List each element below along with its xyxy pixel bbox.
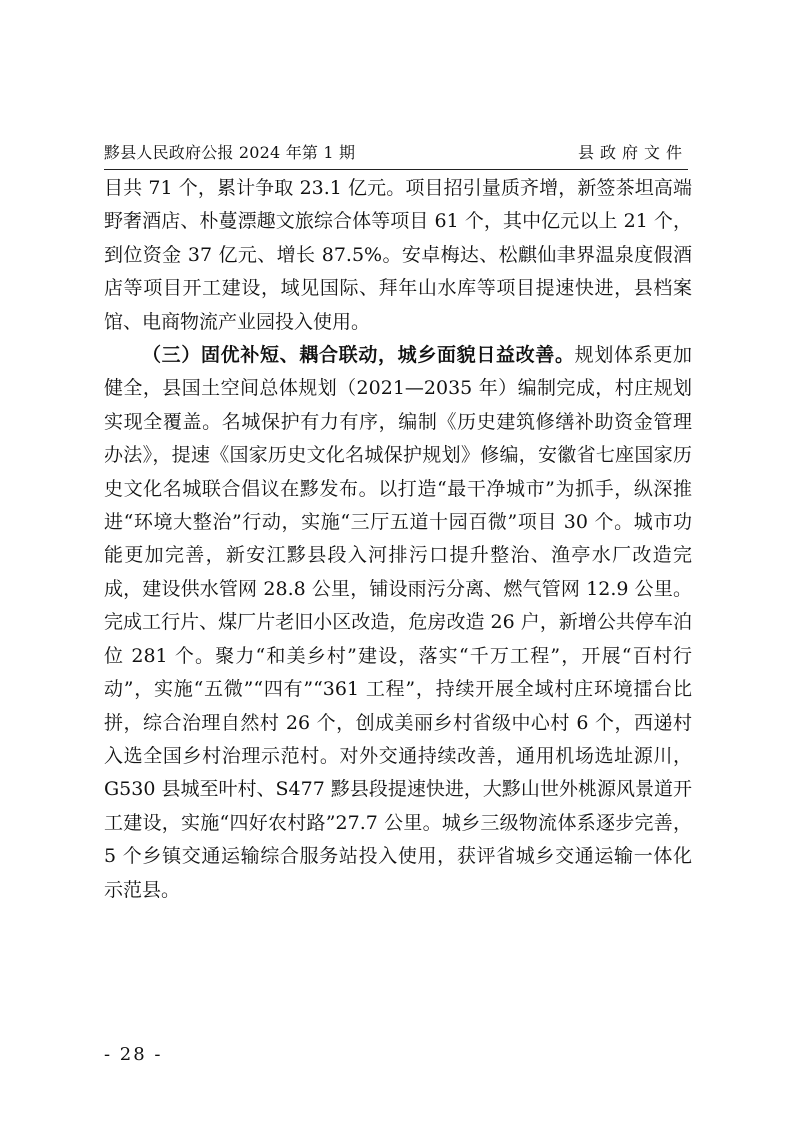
- section-heading: （三）固优补短、耦合联动，城乡面貌日益改善。: [142, 344, 575, 367]
- header-divider: [104, 169, 688, 170]
- section-paragraph: [104, 339, 692, 907]
- page-number: - 28 -: [104, 1044, 163, 1065]
- bulletin-issue-title: 黟县人民政府公报 2024 年第 1 期: [104, 143, 356, 162]
- section-body-text: 规划体系更加健全，县国土空间总体规划（2021—2035 年）编制完成，村庄规划实现全覆盖。名城保护有力有序，编制《历史建筑修缮补助资金管理办法》，提速《国家历史文化名城保护规划》修编，安徽省七座国家历史文化名城联合倡议在黟发布。以打造“最干净城市”为抓手，纵深推进“环境大整治”行动，实施“三厅五道十园百微”项目 30 个。城市功能更加完善，新安江黟县段入河排污口提升整治、渔亭水厂改造完成，建设供水管网 28.8 公里，铺设雨污分离、燃气管网 12.9 公里。完成工行片、煤厂片老旧小区改造，危房改造 26 户，新增公共停车泊位 281 个。聚力“和美乡村”建设，落实“千万工程”，开展“百村行动”，实施“五微”“四有”“361 工程”，持续开展全域村庄环境擂台比拼，综合治理自然村 26 个，创成美丽乡村省级中心村 6 个，西递村入选全国乡村治理示范村。对外交通持续改善，通用机场选址源川，G530 县城至叶村、S477 黟县段提速快进，大黟山世外桃源风景道开工建设，实施“四好农村路”27.7 公里。城乡三级物流体系逐步完善，5 个乡镇交通运输综合服务站投入使用，获评省城乡交通运输一体化示范县。: [104, 344, 692, 901]
- paragraph-continued: 目共 71 个，累计争取 23.1 亿元。项目招引量质齐增，新签茶坦高端野奢酒店、朴蔓漂趣文旅综合体等项目 61 个，其中亿元以上 21 个，到位资金 37 亿元、增长 87.5%。安卓梅达、松麒仙聿界温泉度假酒店等项目开工建设，域见国际、拜年山水库等项目提速快进，县档案馆、电商物流产业园投入使用。: [104, 177, 692, 333]
- running-header: [104, 141, 688, 167]
- document-category: 县政府文件: [577, 143, 688, 162]
- document-body: [104, 172, 692, 907]
